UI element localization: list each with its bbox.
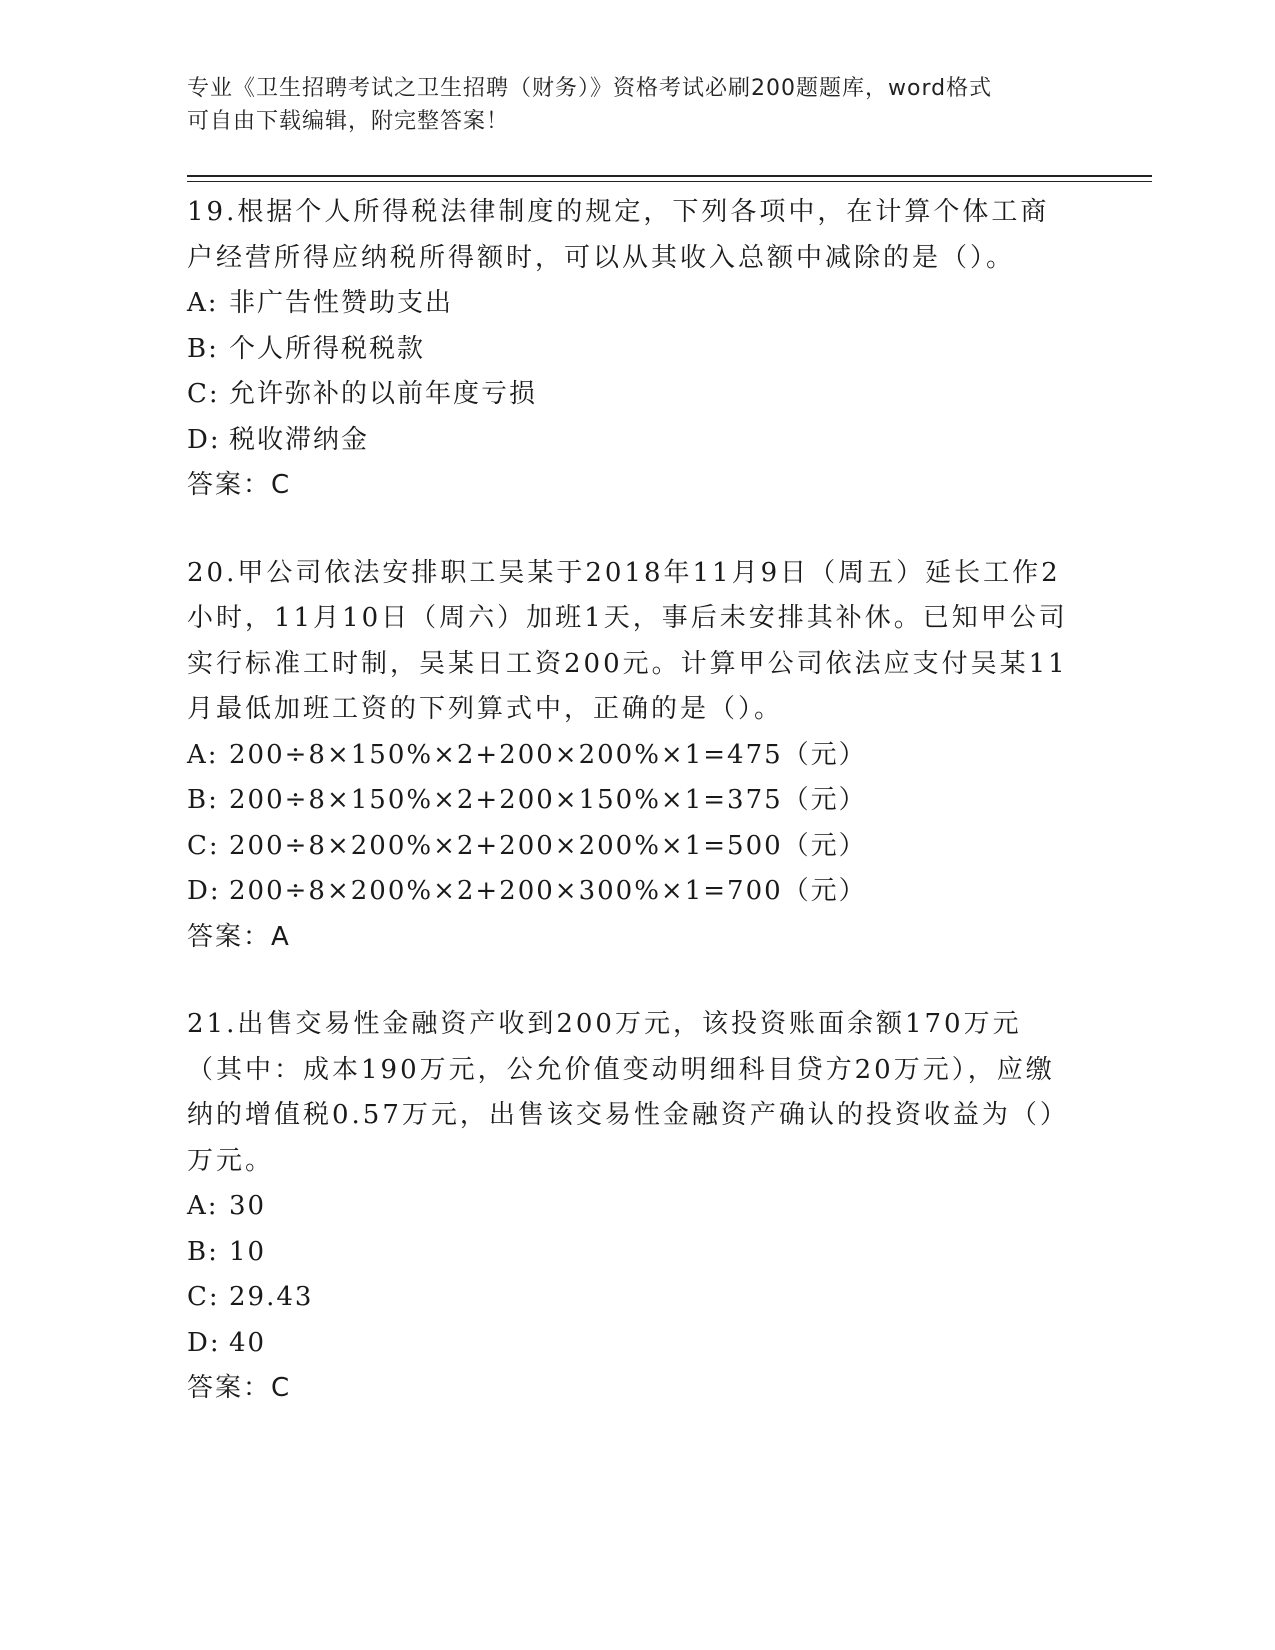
option-key: D: xyxy=(187,876,221,906)
option-key: C: xyxy=(187,830,220,861)
option-key: B: xyxy=(187,333,219,364)
option-c xyxy=(187,372,1077,418)
option-text: 非广告性赞助支出 xyxy=(229,288,454,318)
option-b xyxy=(187,1230,1077,1276)
option-b xyxy=(187,327,1077,373)
header-divider-thin xyxy=(187,181,1152,182)
question-stem: 20.甲公司依法安排职工吴某于2018年11月9日（周五）延长工作2小时，11月10日（周六）加班1天，事后未安排其补休。已知甲公司实行标准工时制，吴某日工资200元。计算甲公司依法应支付吴某11月最低加班工资的下列算式中，正确的是（）。 xyxy=(187,557,1068,724)
option-c xyxy=(187,824,1077,870)
question-21 xyxy=(187,1002,1077,1412)
option-text: 200÷8×150%×2+200×200%×1=475（元） xyxy=(229,739,867,770)
document-header xyxy=(187,72,1067,138)
header-line-2: 可自由下载编辑，附完整答案！ xyxy=(187,109,510,134)
option-key: B: xyxy=(187,785,219,815)
option-key: D: xyxy=(187,1327,221,1358)
answer-line: 答案：A xyxy=(187,921,291,952)
option-key: B: xyxy=(187,1236,219,1267)
option-b xyxy=(187,778,1077,824)
question-20 xyxy=(187,551,1077,961)
option-key: D: xyxy=(187,424,221,455)
option-key: A: xyxy=(187,288,219,318)
option-key: A: xyxy=(187,1191,219,1221)
option-a xyxy=(187,733,1077,779)
option-text: 税收滞纳金 xyxy=(229,424,370,455)
option-text: 允许弥补的以前年度亏损 xyxy=(229,379,538,409)
option-a xyxy=(187,1184,1077,1230)
option-text: 40 xyxy=(229,1327,267,1358)
option-text: 10 xyxy=(229,1236,267,1267)
question-19 xyxy=(187,190,1077,509)
question-stem: 21.出售交易性金融资产收到200万元，该投资账面余额170万元（其中：成本190万元，公允价值变动明细科目贷方20万元），应缴纳的增值税0.57万元，出售该交易性金融资产确认的投资收益为（）万元。 xyxy=(187,1009,1069,1176)
header-divider-thick xyxy=(187,175,1152,177)
option-text: 200÷8×200%×2+200×300%×1=700（元） xyxy=(229,876,867,906)
option-d xyxy=(187,418,1077,464)
option-key: C: xyxy=(187,1282,220,1312)
question-list xyxy=(187,190,1077,1454)
option-a xyxy=(187,281,1077,327)
option-key: A: xyxy=(187,739,219,770)
option-text: 200÷8×150%×2+200×150%×1=375（元） xyxy=(229,785,867,815)
option-key: C: xyxy=(187,379,220,409)
option-text: 30 xyxy=(229,1191,267,1221)
option-c xyxy=(187,1275,1077,1321)
option-text: 个人所得税税款 xyxy=(229,333,426,364)
answer-line: 答案：C xyxy=(187,1373,292,1403)
question-stem: 19.根据个人所得税法律制度的规定，下列各项中，在计算个体工商户经营所得应纳税所得额时，可以从其收入总额中减除的是（）。 xyxy=(187,197,1050,273)
option-d xyxy=(187,869,1077,915)
option-d xyxy=(187,1321,1077,1367)
option-text: 200÷8×200%×2+200×200%×1=500（元） xyxy=(229,830,867,861)
option-text: 29.43 xyxy=(229,1282,314,1312)
header-line-1: 专业《卫生招聘考试之卫生招聘（财务）》资格考试必刷200题题库，word格式 xyxy=(187,76,993,101)
answer-line: 答案：C xyxy=(187,470,292,500)
